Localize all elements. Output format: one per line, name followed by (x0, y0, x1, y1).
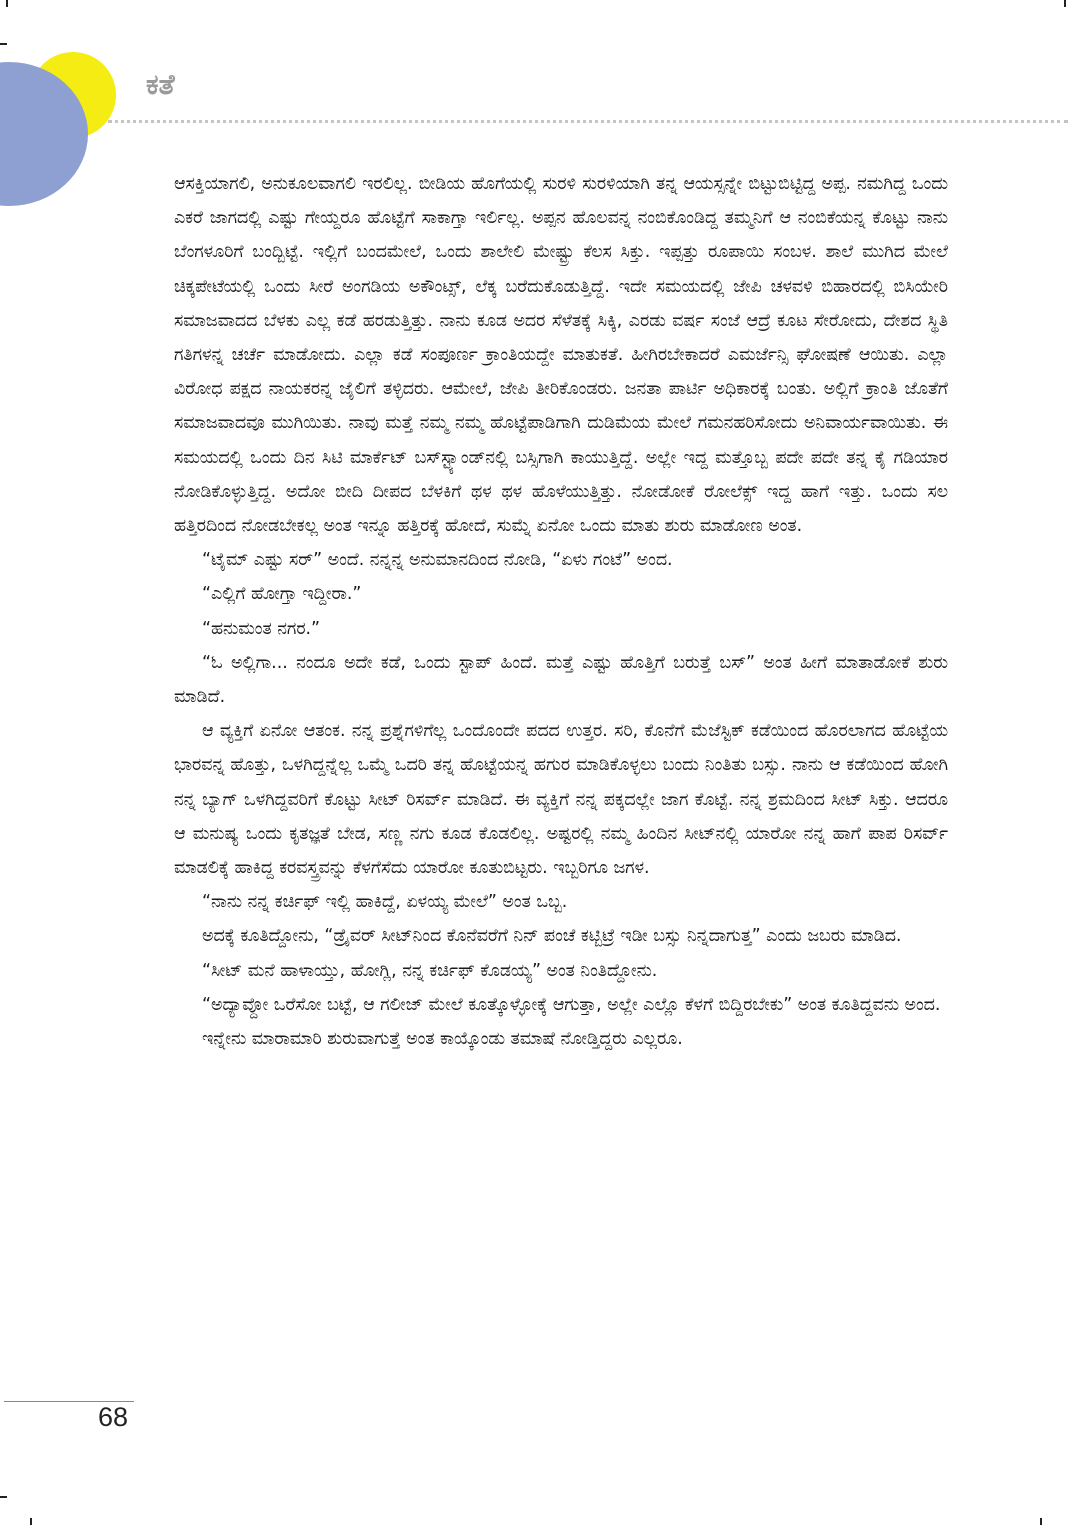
page-number: 68 (98, 1402, 129, 1432)
dotted-divider (108, 120, 1068, 123)
paragraph: “ಎಲ್ಲಿಗೆ ಹೋಗ್ತಾ ಇದ್ದೀರಾ.” (202, 584, 362, 605)
paragraph: “ಟೈಮ್ ಎಷ್ಟು ಸರ್” ಅಂದೆ. ನನ್ನನ್ನ ಅನುಮಾನದಿಂದ ನೋಡಿ, “ಏಳು ಗಂಟೆ” ಅಂದ. (202, 550, 673, 571)
paragraph: “ಹನುಮಂತ ನಗರ.” (202, 618, 321, 639)
paragraph: ಆ ವ್ಯಕ್ತಿಗೆ ಏನೋ ಆತಂಕ. ನನ್ನ ಪ್ರಶ್ನೆಗಳಿಗೆಲ್ಲ ಒಂದೊಂದೇ ಪದದ ಉತ್ತರ. ಸರಿ, ಕೊನೆಗೆ ಮೆಜೆಸ್ಟಿಕ್ ಕಡೆಯಿಂದ ಹೊರಲಾಗದ ಹೊಟ್ಟೆಯ ಭಾರವನ್ನ ಹೊತ್ತು, ಒಳಗಿದ್ದನ್ನೆಲ್ಲ ಒಮ್ಮೆ ಒದರಿ ತನ್ನ ಹೊಟ್ಟೆಯನ್ನ ಹಗುರ ಮಾಡಿಕೊಳ್ಳಲು ಬಂದು ನಿಂತಿತು ಬಸ್ಸು. ನಾನು ಆ ಕಡೆಯಿಂದ ಹೋಗಿ ನನ್ನ ಬ್ಯಾಗ್ ಒಳಗಿದ್ದವರಿಗೆ ಕೊಟ್ಟು ಸೀಟ್ ರಿಸರ್ವ್ ಮಾಡಿದೆ. ಈ ವ್ಯಕ್ತಿಗೆ ನನ್ನ ಪಕ್ಕದಲ್ಲೇ ಜಾಗ ಕೊಟ್ಟೆ. ನನ್ನ ಶ್ರಮದಿಂದ ಸೀಟ್ ಸಿಕ್ತು. ಆದರೂ ಆ ಮನುಷ್ಯ ಒಂದು ಕೃತಜ್ಞತೆ ಬೇಡ, ಸಣ್ಣ ನಗು ಕೂಡ ಕೊಡಲಿಲ್ಲ. ಅಷ್ಟರಲ್ಲಿ ನಮ್ಮ ಹಿಂದಿನ ಸೀಟ್‌ನಲ್ಲಿ ಯಾರೋ ನನ್ನ ಹಾಗೆ ಪಾಪ ರಿಸರ್ವ್ ಮಾಡಲಿಕ್ಕೆ ಹಾಕಿದ್ದ ಕರವಸ್ತ್ರವನ್ನು ಕೆಳಗೆಸೆದು ಯಾರೋ ಕೂತುಬಿಟ್ಟರು. ಇಬ್ಬರಿಗೂ ಜಗಳ. (174, 721, 948, 879)
paragraph: “ಓ ಅಲ್ಲಿಗಾ... ನಂದೂ ಅದೇ ಕಡೆ, ಒಂದು ಸ್ಟಾಪ್ ಹಿಂದೆ. ಮತ್ತೆ ಎಷ್ಟು ಹೊತ್ತಿಗೆ ಬರುತ್ತೆ ಬಸ್” ಅಂತ ಹೀಗೆ ಮಾತಾಡೋಕೆ ಶುರು ಮಾಡಿದೆ. (174, 652, 948, 708)
crop-mark-top-right (1064, 0, 1066, 7)
crop-mark-top-left (6, 0, 8, 7)
crop-mark-left-upper (0, 43, 7, 45)
crop-mark-bottom-left (30, 1518, 32, 1525)
paragraph: ಇನ್ನೇನು ಮಾರಾಮಾರಿ ಶುರುವಾಗುತ್ತೆ ಅಂತ ಕಾಯ್ಕೊಂಡು ತಮಾಷೆ ನೋಡ್ತಿದ್ದರು ಎಲ್ಲರೂ. (202, 1029, 683, 1050)
paragraph: “ಅದ್ಯಾವ್ದೋ ಒರೆಸೋ ಬಟ್ಟೆ, ಆ ಗಲೀಜ್ ಮೇಲೆ ಕೂತ್ಕೊಳ್ಳೋಕ್ಕೆ ಆಗುತ್ತಾ, ಅಲ್ಲೇ ಎಲ್ಲೊ ಕೆಳಗೆ ಬಿದ್ದಿರಬೇಕು” ಅಂತ ಕೂತಿದ್ದವನು ಅಂದ. (202, 994, 941, 1015)
paragraph: “ನಾನು ನನ್ನ ಕರ್ಚಿಫ್ ಇಲ್ಲಿ ಹಾಕಿದ್ದೆ, ಏಳಯ್ಯ ಮೇಲೆ” ಅಂತ ಒಬ್ಬ. (202, 892, 568, 913)
paragraph: ಅದಕ್ಕೆ ಕೂತಿದ್ದೋನು, “ಡ್ರೈವರ್ ಸೀಟ್‌ನಿಂದ ಕೊನೆವರೆಗೆ ನಿನ್ ಪಂಚೆ ಕಟ್ಬಿಟ್ರೆ ಇಡೀ ಬಸ್ಸು ನಿನ್ನದಾಗುತ್ತ” ಎಂದು ಜಬರು ಮಾಡಿದ. (202, 926, 902, 947)
story-body (174, 167, 948, 1056)
paragraph: “ಸೀಟ್ ಮನೆ ಹಾಳಾಯ್ತು, ಹೋಗ್ಲಿ, ನನ್ನ ಕರ್ಚಿಫ್ ಕೊಡಯ್ಯ” ಅಂತ ನಿಂತಿದ್ದೋನು. (202, 960, 658, 981)
section-title: ಕತೆ (146, 68, 175, 101)
crop-mark-bottom-right (1040, 1518, 1042, 1525)
crop-mark-left-lower (0, 1496, 7, 1498)
paragraph: ಆಸಕ್ತಿಯಾಗಲಿ, ಅನುಕೂಲವಾಗಲಿ ಇರಲಿಲ್ಲ. ಬೀಡಿಯ ಹೊಗೆಯಲ್ಲಿ ಸುರಳಿ ಸುರಳಿಯಾಗಿ ತನ್ನ ಆಯಸ್ಸನ್ನೇ ಬಿಟ್ಟುಬಿಟ್ಟಿದ್ದ ಅಪ್ಪ. ನಮಗಿದ್ದ ಒಂದು ಎಕರೆ ಜಾಗದಲ್ಲಿ ಎಷ್ಟು ಗೇಯ್ದರೂ ಹೊಟ್ಟೆಗೆ ಸಾಕಾಗ್ತಾ ಇರ್ಲಿಲ್ಲ. ಅಪ್ಪನ ಹೊಲವನ್ನ ನಂಬಿಕೊಂಡಿದ್ದ ತಮ್ಮನಿಗೆ ಆ ನಂಬಿಕೆಯನ್ನ ಕೊಟ್ಟು ನಾನು ಬೆಂಗಳೂರಿಗೆ ಬಂದ್ಬಿಟ್ಟೆ. ಇಲ್ಲಿಗೆ ಬಂದಮೇಲೆ, ಒಂದು ಶಾಲೇಲಿ ಮೇಷ್ಟ್ರು ಕೆಲಸ ಸಿಕ್ತು. ಇಪ್ಪತ್ತು ರೂಪಾಯಿ ಸಂಬಳ. ಶಾಲೆ ಮುಗಿದ ಮೇಲೆ ಚಿಕ್ಕಪೇಟೆಯಲ್ಲಿ ಒಂದು ಸೀರೆ ಅಂಗಡಿಯ ಅಕೌಂಟ್ಸ್, ಲೆಕ್ಕ ಬರೆದುಕೊಡುತ್ತಿದ್ದೆ. ಇದೇ ಸಮಯದಲ್ಲಿ ಜೇಪಿ ಚಳವಳಿ ಬಿಹಾರದಲ್ಲಿ ಬಿಸಿಯೇರಿ ಸಮಾಜವಾದದ ಬೆಳಕು ಎಲ್ಲ ಕಡೆ ಹರಡುತ್ತಿತ್ತು. ನಾನು ಕೂಡ ಅದರ ಸೆಳೆತಕ್ಕೆ ಸಿಕ್ಕಿ, ಎರಡು ವರ್ಷ ಸಂಜೆ ಆದ್ರೆ ಕೂಟ ಸೇರೋದು, ದೇಶದ ಸ್ಥಿತಿ ಗತಿಗಳನ್ನ ಚರ್ಚೆ ಮಾಡೋದು. ಎಲ್ಲಾ ಕಡೆ ಸಂಪೂರ್ಣ ಕ್ರಾಂತಿಯದ್ದೇ ಮಾತುಕತೆ. ಹೀಗಿರಬೇಕಾದರೆ ಎಮರ್ಜೆನ್ಸಿ ಘೋಷಣೆ ಆಯಿತು. ಎಲ್ಲಾ ವಿರೋಧ ಪಕ್ಷದ ನಾಯಕರನ್ನ ಜೈಲಿಗೆ ತಳ್ಳಿದರು. ಆಮೇಲೆ, ಜೇಪಿ ತೀರಿಕೊಂಡರು. ಜನತಾ ಪಾರ್ಟಿ ಅಧಿಕಾರಕ್ಕೆ ಬಂತು. ಅಲ್ಲಿಗೆ ಕ್ರಾಂತಿ ಜೊತೆಗೆ ಸಮಾಜವಾದವೂ ಮುಗಿಯಿತು. ನಾವು ಮತ್ತೆ ನಮ್ಮ ನಮ್ಮ ಹೊಟ್ಟೆಪಾಡಿಗಾಗಿ ದುಡಿಮೆಯ ಮೇಲೆ ಗಮನಹರಿಸೋದು ಅನಿವಾರ್ಯವಾಯಿತು. ಈ ಸಮಯದಲ್ಲಿ ಒಂದು ದಿನ ಸಿಟಿ ಮಾರ್ಕೆಟ್ ಬಸ್‌ಸ್ಟ್ಯಾಂಡ್‌ನಲ್ಲಿ ಬಸ್ಸಿಗಾಗಿ ಕಾಯುತ್ತಿದ್ದೆ. ಅಲ್ಲೇ ಇದ್ದ ಮತ್ತೊಬ್ಬ ಪದೇ ಪದೇ ತನ್ನ ಕೈ ಗಡಿಯಾರ ನೋಡಿಕೊಳ್ಳುತ್ತಿದ್ದ. ಅದೋ ಬೀದಿ ದೀಪದ ಬೆಳಕಿಗೆ ಥಳ ಥಳ ಹೊಳೆಯುತ್ತಿತ್ತು. ನೋಡೋಕೆ ರೋಲೆಕ್ಸ್ ಇದ್ದ ಹಾಗೆ ಇತ್ತು. ಒಂದು ಸಲ ಹತ್ತಿರದಿಂದ ನೋಡಬೇಕಲ್ಲ ಅಂತ ಇನ್ನೂ ಹತ್ತಿರಕ್ಕೆ ಹೋದೆ, ಸುಮ್ನೆ ಏನೋ ಒಂದು ಮಾತು ಶುರು ಮಾಡೋಣ ಅಂತ. (174, 174, 948, 537)
